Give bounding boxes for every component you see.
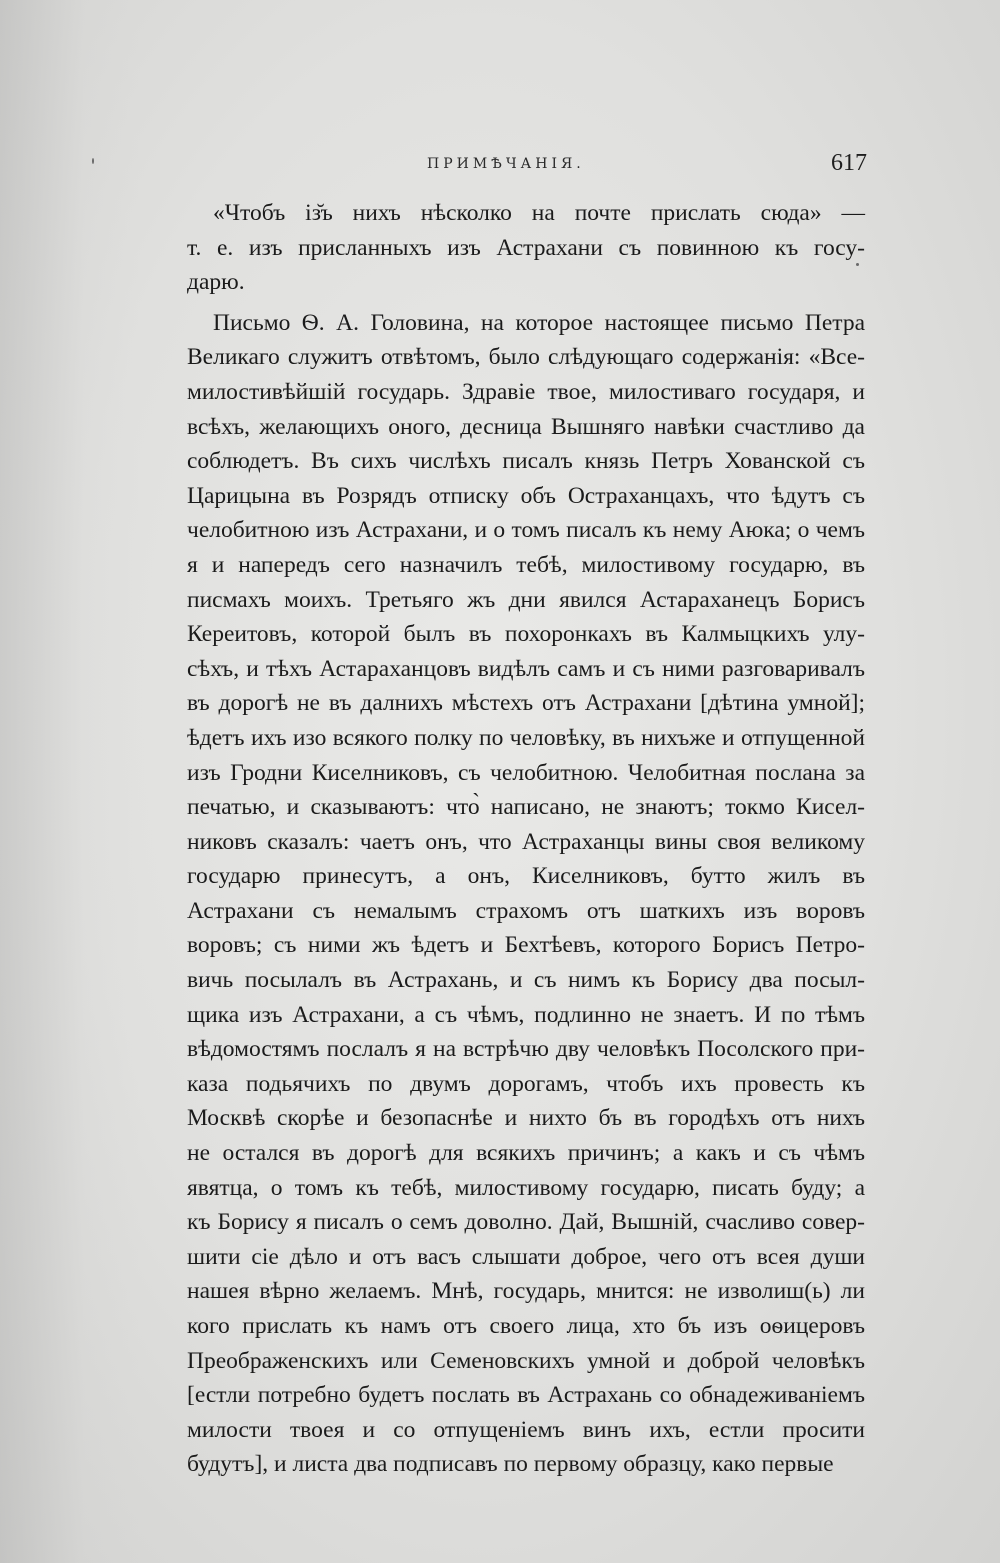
body-text: [187, 196, 865, 1482]
paper-speck: [856, 263, 859, 266]
text-line: каза подьячихъ по двумъ дорогамъ, чтобъ ихъ провесть къ: [187, 1070, 865, 1097]
text-line: въ дорогѣ не въ далнихъ мѣстехъ отъ Астрахани [дѣтина умной];: [187, 690, 865, 717]
show-through-shadow: [0, 0, 140, 1563]
text-line: Великаго служитъ отвѣтомъ, было слѣдующаго содержанія: «Все-: [187, 344, 865, 371]
running-head: [187, 150, 867, 180]
text-line: милости твоея и со отпущеніемъ винъ ихъ, естли просити: [187, 1416, 865, 1443]
text-line: Кереитовъ, которой былъ въ похоронкахъ въ Калмыцкихъ улу-: [187, 621, 865, 648]
text-line: печатью, и сказываютъ: что̀ написано, не знаютъ; токмо Кисел-: [187, 794, 865, 821]
text-line: соблюдетъ. Въ сихъ числѣхъ писалъ князь Петръ Хованской съ: [187, 448, 865, 475]
text-line: Москвѣ скорѣе и безопаснѣе и нихто бъ въ городѣхъ отъ нихъ: [187, 1105, 865, 1132]
text-line: дарю.: [187, 269, 245, 296]
text-line: будутъ], и листа два подписавъ по первому образцу, како первые: [187, 1451, 834, 1478]
text-line: челобитною изъ Астрахани, и о томъ писалъ къ нему Аюка; о чемъ: [187, 517, 865, 544]
text-line: вѣдомостямъ послалъ я на встрѣчю дву человѣкъ Посолского при-: [187, 1036, 865, 1063]
text-line: къ Борису я писалъ о семъ доволно. Дай, Вышній, счасливо совер-: [187, 1209, 865, 1236]
paragraph: [187, 196, 865, 300]
text-line: писмахъ моихъ. Третьяго жъ дни явился Астараханецъ Борисъ: [187, 586, 865, 613]
text-line: Преображенскихъ или Семеновскихъ умной и доброй человѣкъ: [187, 1347, 865, 1374]
text-line: всѣхъ, желающихъ оного, десница Вышняго навѣки счастливо да: [187, 413, 865, 440]
paragraph: [187, 306, 865, 1482]
text-line: Астрахани съ немалымъ страхомъ отъ шаткихъ изъ воровъ: [187, 897, 865, 924]
text-line: «Чтобъ із̆ъ нихъ нѣсколко на почте прислать сюда» —: [213, 200, 865, 226]
text-line: никовъ сказалъ: чаетъ онъ, что Астраханцы вины своя великому: [187, 828, 865, 855]
text-line: Письмо Ѳ. А. Головина, на которое настоящее письмо Петра: [213, 309, 865, 336]
text-line: не остался въ дорогѣ для всякихъ причинъ; а какъ и съ чѣмъ: [187, 1140, 865, 1167]
text-line: шити сіе дѣло и отъ васъ слышати доброе, чего отъ всея души: [187, 1243, 865, 1270]
text-line: Царицына въ Розрядъ отписку объ Остраханцахъ, что ѣдутъ съ: [187, 482, 865, 509]
text-line: воровъ; съ ними жъ ѣдетъ и Бехтѣевъ, которого Борисъ Петро-: [187, 932, 865, 959]
text-line: государю принесутъ, а онъ, Киселниковъ, бутто жилъ въ: [187, 863, 865, 890]
text-line: нашея вѣрно желаемъ. Мнѣ, государь, мнится: не изволиш(ь) ли: [187, 1278, 865, 1305]
running-title: ПРИМѢЧАНІЯ.: [427, 156, 585, 172]
text-line: вичь посылалъ въ Астрахань, и съ нимъ къ Борису два посыл-: [187, 967, 865, 994]
text-line: явятца, о томъ къ тебѣ, милостивому государю, писать буду; а: [187, 1174, 865, 1201]
paper-speck: [92, 158, 94, 164]
text-line: милостивѣйшій государь. Здравіе твое, милостиваго государя, и: [187, 378, 865, 405]
text-line: ѣдетъ ихъ изо всякого полку по человѣку, въ нихъже и отпущенной: [187, 724, 865, 751]
text-line: сѣхъ, и тѣхъ Астараханцовъ видѣлъ самъ и съ ними разговаривалъ: [187, 655, 865, 682]
text-line: [естли потребно будетъ послать въ Астрахань со обнадеживаніемъ: [187, 1382, 865, 1409]
text-line: т. е. изъ присланныхъ изъ Астрахани съ повинною къ госу-: [187, 234, 865, 261]
page-number: 617: [831, 150, 867, 176]
text-line: изъ Гродни Киселниковъ, съ челобитною. Челобитная послана за: [187, 759, 865, 786]
text-line: я и напередъ сего назначилъ тебѣ, милостивому государю, въ: [187, 551, 865, 578]
text-line: щика изъ Астрахани, а съ чѣмъ, подлинно не знаетъ. И по тѣмъ: [187, 1001, 865, 1028]
text-line: кого прислать къ намъ отъ своего лица, хто бъ изъ оѳицеровъ: [187, 1313, 865, 1339]
